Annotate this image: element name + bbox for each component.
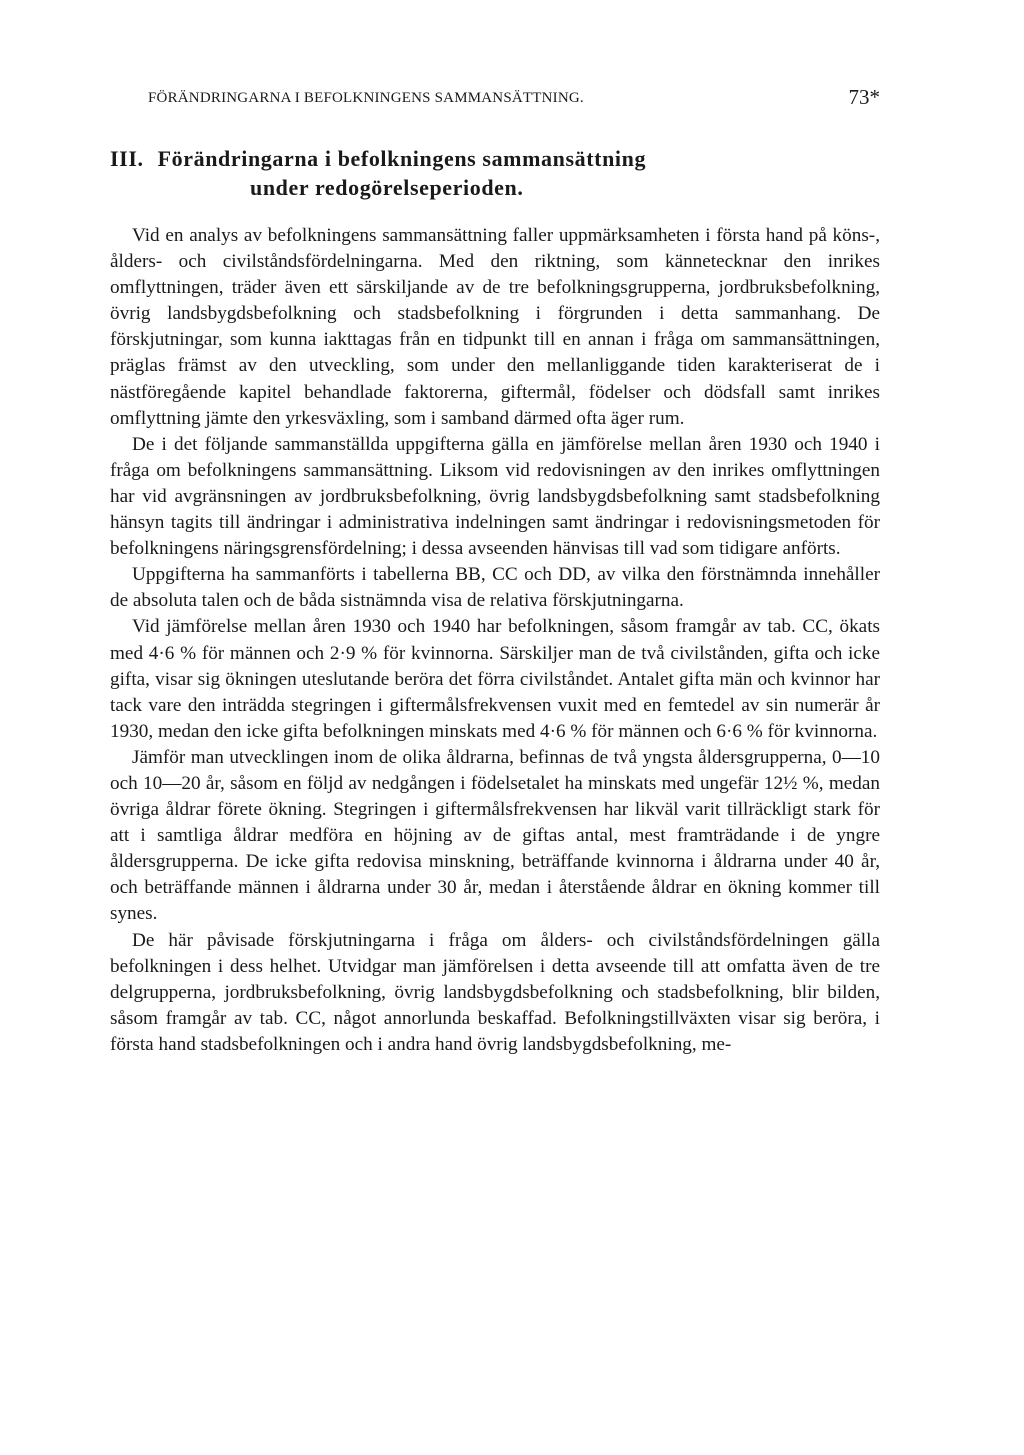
paragraph: De i det följande sammanställda uppgifterna gälla en jämförelse mellan åren 1930 och 1940 i fråga om befolkningens sammansättning. Liksom vid redovisningen av den inrikes omflyttningen har vid avgränsningen av jordbruksbefolkning, övrig landsbygdsbefolkning samt stadsbefolkning hänsyn tagits till ändringar i administrativa indelningen samt ändringar i redovisningsmetoden för befolkningens näringsgrensfördelning; i dessa avseenden hänvisas till vad som tidigare anförts. [110,433,880,560]
paragraph: Vid jämförelse mellan åren 1930 och 1940 har befolkningen, såsom framgår av tab. CC, ökats med 4·6 % för männen och 2·9 % för kvinnorna. Särskiljer man de två civilstånden, gifta och icke gifta, visar sig ökningen uteslutande beröra det förra civilståndet. Antalet gifta män och kvinnor har tack vare den inträdda stegringen i giftermålsfrekvensen vuxit med en femtedel av sin numerär år 1930, medan den icke gifta befolkningen minskats med 4·6 % för männen och 6·6 % för kvinnorna. [110,616,880,742]
paragraph: Uppgifterna ha sammanförts i tabellerna BB, CC och DD, av vilka den förstnämnda innehåller de absoluta talen och de båda sistnämnda visa de relativa förskjutningarna. [110,564,880,612]
section-heading [110,144,880,202]
section-title: Förändringarna i befolkningens sammansättning [157,146,647,171]
page-number: 73* [848,85,880,109]
running-title: FÖRÄNDRINGARNA I BEFOLKNINGENS SAMMANSÄTTNING. [148,90,584,106]
section-subtitle: under redogörelseperioden. [250,175,524,200]
page [110,0,880,1455]
paragraph: Vid en analys av befolkningens sammansättning faller uppmärksamheten i första hand på köns-, ålders- och civilståndsfördelningarna. Med den riktning, som kännetecknar den inrikes omflyttningen, träder även ett särskiljande av de tre befolkningsgrupperna, jordbruksbefolkning, övrig landsbygdsbefolkning och stadsbefolkning i förgrunden i detta sammanhang. De förskjutningar, som kunna iakttagas från en tidpunkt till en annan i fråga om sammansättningen, präglas främst av den utveckling, som under den mellanliggande tiden karakteriserat de i nästföregående kapitel behandlade faktorerna, giftermål, födelser och dödsfall samt inrikes omflyttning jämte den yrkesväxling, som i samband därmed ofta äger rum. [110,225,880,429]
section-number: III. [110,146,144,171]
section-heading-line1 [110,144,880,173]
paragraph: De här påvisade förskjutningarna i fråga om ålders- och civilståndsfördelningen gälla befolkningen i dess helhet. Utvidgar man jämförelsen i detta avseende till att omfatta även de tre delgrupperna, jordbruksbefolkning, övrig landsbygdsbefolkning och stadsbefolkning, blir bilden, såsom framgår av tab. CC, något annorlunda beskaffad. Befolkningstillväxten visar sig beröra, i första hand stadsbefolkningen och i andra hand övrig landsbygdsbefolkning, me- [110,929,880,1055]
paragraph: Jämför man utvecklingen inom de olika åldrarna, befinnas de två yngsta åldersgrupperna, 0—10 och 10—20 år, såsom en följd av nedgången i födelsetalet ha minskats med ungefär 12½ %, medan övriga åldrar förete ökning. Stegringen i giftermålsfrekvensen har likväl varit tillräckligt stark för att i samtliga åldrar medföra en höjning av de giftas antal, mest framträdande i de yngre åldersgrupperna. De icke gifta redovisa minskning, beträffande kvinnorna i åldrarna under 40 år, och beträffande männen i åldrarna under 30 år, medan i återstående åldrar en ökning kommer till synes. [110,746,880,925]
body-text [110,223,880,1058]
